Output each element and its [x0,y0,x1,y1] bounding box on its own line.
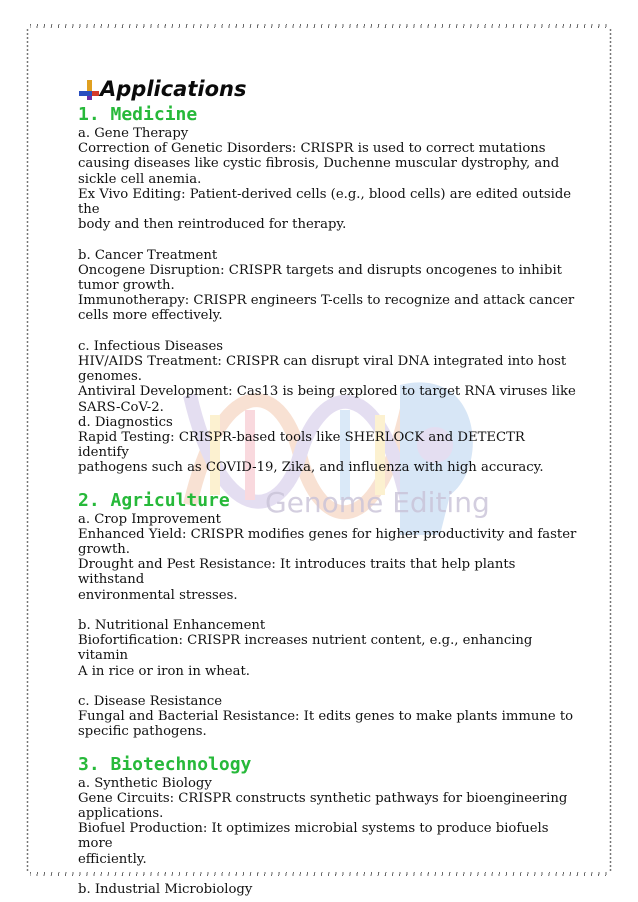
subheading-disease-resistance: c. Disease Resistance [78,694,223,710]
text-line: Antiviral Development: Cas13 is being explored to target RNA viruses like [78,384,576,400]
page-border-left [26,28,29,872]
bullet-cross-icon [78,79,100,101]
section-heading-agriculture: 2. Agriculture [78,489,230,511]
text-line: sickle cell anemia. [78,171,202,187]
text-line: genomes. [78,369,142,385]
text-line: growth. [78,542,130,558]
text-line: Ex Vivo Editing: Patient-derived cells (e.g., blood cells) are edited outside the [78,186,572,218]
subheading-nutritional-enhancement: b. Nutritional Enhancement [78,618,266,634]
text-line: Immunotherapy: CRISPR engineers T-cells to recognize and attack cancer [78,293,575,309]
subheading-synthetic-biology: a. Synthetic Biology [78,775,212,791]
text-line: Fungal and Bacterial Resistance: It edits genes to make plants immune to [78,709,574,725]
text-line: Biofuel Production: It optimizes microbial systems to produce biofuels more [78,821,549,852]
text-line: pathogens such as COVID-19, Zika, and influenza with high accuracy. [78,460,544,476]
text-line: body and then reintroduced for therapy. [78,217,347,233]
text-line: causing diseases like cystic fibrosis, Duchenne muscular dystrophy, and [78,156,560,172]
text-line: specific pathogens. [78,724,207,740]
text-line: cells more effectively. [78,308,223,324]
text-line: Oncogene Disruption: CRISPR targets and disrupts oncogenes to inhibit [78,262,562,278]
subheading-industrial-microbiology: b. Industrial Microbiology [78,882,253,898]
text-line: tumor growth. [78,278,175,294]
text-line: Gene Circuits: CRISPR constructs synthetic pathways for bioengineering [78,790,568,806]
section-heading-biotechnology: 3. Biotechnology [78,753,252,775]
section-heading-medicine: 1. Medicine [78,104,198,125]
text-line: applications. [78,806,164,822]
subheading-infectious-diseases: c. Infectious Diseases [78,338,224,354]
page-title: Applications [100,77,247,102]
document-body [78,76,578,897]
page-border-right [609,28,612,872]
text-line: SARS-CoV-2. [78,399,164,415]
subheading-diagnostics: d. Diagnostics [78,414,173,430]
watermark-text: Genome Editing [265,486,490,519]
text-line: Correction of Genetic Disorders: CRISPR is used to correct mutations [78,141,546,157]
page-border-top [30,24,608,28]
text-line: A in rice or iron in wheat. [78,663,250,679]
subheading-cancer-treatment: b. Cancer Treatment [78,247,218,263]
subheading-gene-therapy: a. Gene Therapy [78,126,189,141]
text-line: Biofortification: CRISPR increases nutrient content, e.g., enhancing vitamin [78,633,533,664]
text-line: Enhanced Yield: CRISPR modifies genes for higher productivity and faster [78,526,577,542]
text-line: Drought and Pest Resistance: It introduces traits that help plants withstand [78,557,516,588]
text-line: environmental stresses. [78,587,238,603]
subheading-crop-improvement: a. Crop Improvement [78,511,221,527]
text-line: efficiently. [78,851,147,867]
text-line: HIV/AIDS Treatment: CRISPR can disrupt viral DNA integrated into host [78,354,567,370]
text-line: Rapid Testing: CRISPR-based tools like SHERLOCK and DETECTR identify [78,430,525,461]
page-title-row [78,76,578,104]
